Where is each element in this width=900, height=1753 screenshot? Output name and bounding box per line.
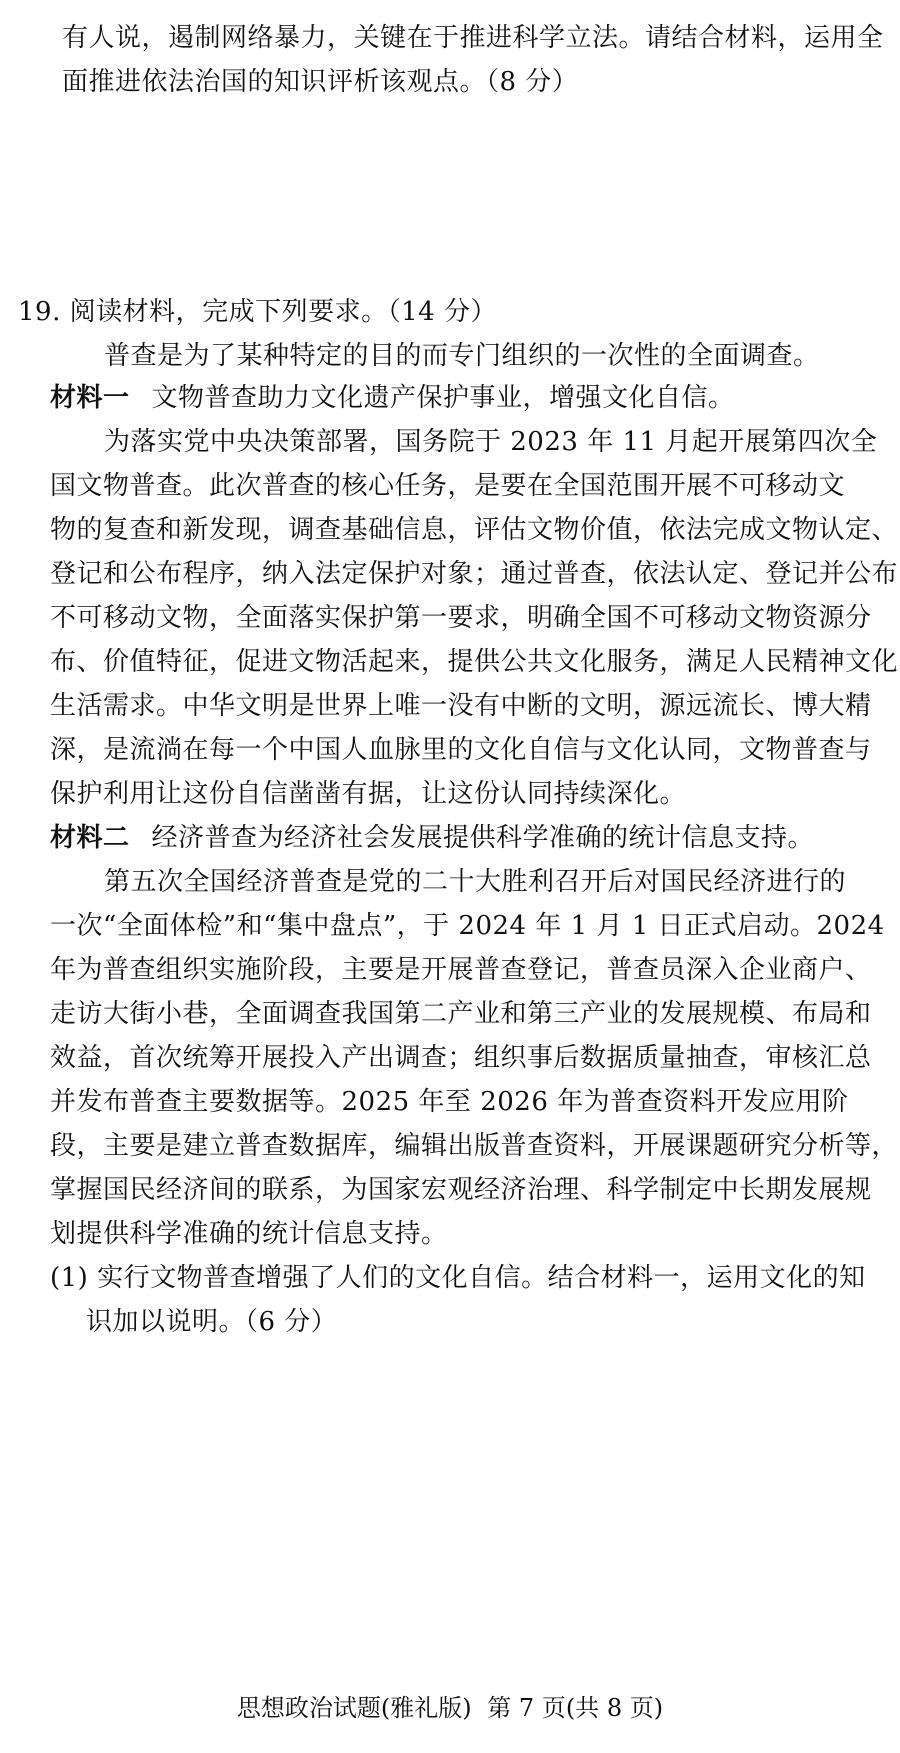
q19-intro: 普查是为了某种特定的目的而专门组织的一次性的全面调查。 bbox=[104, 341, 820, 371]
page-footer bbox=[0, 1690, 900, 1726]
material2-line-8: 掌握国民经济间的联系，为国家宏观经济治理、科学制定中长期发展规 bbox=[50, 1175, 872, 1205]
material1-line-3: 物的复查和新发现，调查基础信息，评估文物价值，依法完成文物认定、 bbox=[50, 515, 899, 545]
material2-heading-line bbox=[50, 818, 814, 858]
material2-line-9: 划提供科学准确的统计信息支持。 bbox=[50, 1219, 448, 1249]
material2-line-5: 效益，首次统筹开展投入产出调查；组织事后数据质量抽查，审核汇总 bbox=[50, 1043, 872, 1073]
material1-heading-line bbox=[50, 378, 735, 418]
material2-line-6: 并发布普查主要数据等。2025 年至 2026 年为普查资料开发应用阶 bbox=[50, 1087, 849, 1117]
material1-line-9: 保护利用让这份自信凿凿有据，让这份认同持续深化。 bbox=[50, 779, 687, 809]
material1-line-8: 深，是流淌在每一个中国人血脉里的文化自信与文化认同，文物普查与 bbox=[50, 735, 872, 765]
material2-line-4: 走访大街小巷，全面调查我国第二产业和第三产业的发展规模、布局和 bbox=[50, 999, 872, 1029]
q18-line-1: 有人说，遏制网络暴力，关键在于推进科学立法。请结合材料，运用全 bbox=[62, 23, 884, 53]
material1-label: 材料一 bbox=[50, 383, 130, 413]
material1-heading: 文物普查助力文化遗产保护事业，增强文化自信。 bbox=[151, 383, 735, 413]
footer-page-number: 第 7 页(共 8 页) bbox=[487, 1694, 664, 1722]
sub1-line-2: 识加以说明。（6 分） bbox=[86, 1307, 338, 1337]
material2-heading: 经济普查为经济社会发展提供科学准确的统计信息支持。 bbox=[151, 823, 815, 853]
material1-line-4: 登记和公布程序，纳入法定保护对象；通过普查，依法认定、登记并公布 bbox=[50, 559, 899, 589]
material1-line-2: 国文物普查。此次普查的核心任务，是要在全国范围开展不可移动文 bbox=[50, 471, 846, 501]
material2-line-1: 第五次全国经济普查是党的二十大胜利召开后对国民经济进行的 bbox=[104, 867, 847, 897]
sub1-line-1: (1) 实行文物普查增强了人们的文化自信。结合材料一，运用文化的知 bbox=[50, 1263, 866, 1293]
material2-label: 材料二 bbox=[50, 823, 130, 853]
material2-line-7: 段，主要是建立普查数据库，编辑出版普查资料，开展课题研究分析等， bbox=[50, 1131, 899, 1161]
material1-line-1: 为落实党中央决策部署，国务院于 2023 年 11 月起开展第四次全 bbox=[104, 427, 878, 457]
q18-line-2: 面推进依法治国的知识评析该观点。（8 分） bbox=[62, 67, 579, 97]
material1-line-7: 生活需求。中华文明是世界上唯一没有中断的文明，源远流长、博大精 bbox=[50, 691, 872, 721]
q19-title: 19. 阅读材料，完成下列要求。（14 分） bbox=[18, 297, 497, 327]
material2-line-2: 一次“全面体检”和“集中盘点”，于 2024 年 1 月 1 日正式启动。2024 bbox=[50, 911, 885, 941]
material1-line-5: 不可移动文物，全面落实保护第一要求，明确全国不可移动文物资源分 bbox=[50, 603, 872, 633]
footer-subject: 思想政治试题(雅礼版) bbox=[236, 1694, 472, 1722]
material2-line-3: 年为普查组织实施阶段，主要是开展普查登记，普查员深入企业商户、 bbox=[50, 955, 872, 985]
material1-line-6: 布、价值特征，促进文物活起来，提供公共文化服务，满足人民精神文化 bbox=[50, 647, 899, 677]
